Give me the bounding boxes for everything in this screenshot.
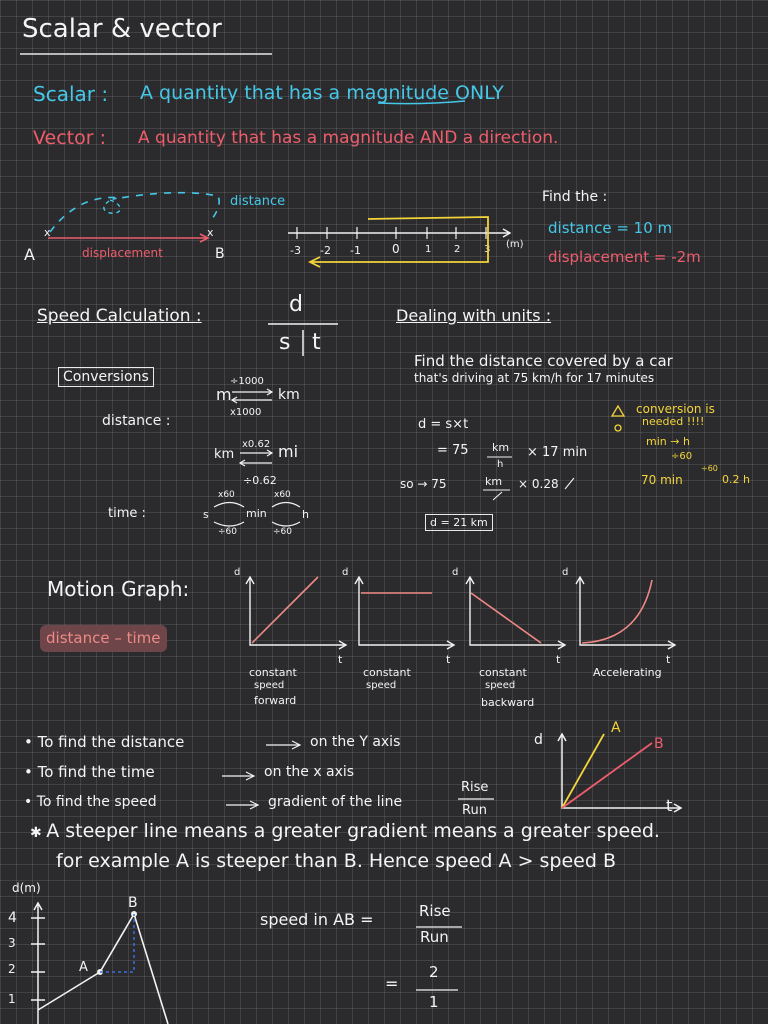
ab-axis-t: t	[666, 796, 673, 815]
graph1-caption: speed	[254, 680, 285, 691]
graph3-caption: constant	[479, 666, 527, 679]
page-title: Scalar & vector	[22, 14, 222, 44]
line-a	[562, 734, 604, 808]
example-to: 0.2 h	[722, 473, 750, 486]
steeper-line-2: for example A is steeper than B. Hence speed A > speed B	[56, 850, 616, 872]
example-op: ÷60	[701, 464, 718, 473]
distance-time-label: distance – time	[40, 625, 167, 652]
graph3-axis-t: t	[556, 653, 561, 666]
bullet-1: • To find the distance	[24, 733, 185, 751]
div-062: ÷0.62	[243, 474, 277, 487]
example-from: 70 min	[641, 473, 683, 487]
cancel-mark-1	[493, 492, 502, 500]
vector-definition: A quantity that has a magnitude AND a direction.	[138, 128, 559, 148]
speed-in-ab: speed in AB =	[260, 910, 374, 929]
tick-label: -2	[320, 244, 331, 257]
graph3-caption: speed	[485, 680, 516, 691]
graph3-axis-d: d	[452, 567, 459, 578]
div-60b: ÷60	[273, 527, 292, 537]
end-mark: x	[207, 226, 214, 239]
step1-eq: = 75	[437, 443, 469, 458]
unit-min: min	[246, 507, 267, 520]
ab-axis-d: d	[534, 732, 543, 748]
bullet-3-text: To find the speed	[36, 794, 157, 810]
bullet-1-text: To find the distance	[37, 733, 185, 751]
bullet-3: • To find the speed	[24, 794, 157, 810]
line-b	[562, 743, 652, 808]
bullet-2-text: To find the time	[37, 763, 155, 781]
warning-icon	[612, 406, 624, 431]
step2: so → 75	[400, 477, 447, 491]
worked-rise: Rise	[419, 902, 451, 920]
worked-ylabel: d(m)	[12, 881, 41, 895]
conversions-label: Conversions	[58, 367, 154, 387]
distance-path	[50, 193, 219, 232]
div60-note: ÷60	[671, 451, 693, 462]
steeper-line-1-text: A steeper line means a greater gradient means a greater speed.	[46, 820, 660, 842]
speed-calc-heading: Speed Calculation :	[37, 306, 202, 326]
start-mark: x	[44, 226, 51, 239]
times-062: x0.62	[242, 439, 271, 450]
worked-point-b: B	[128, 895, 138, 911]
tick-label: 0	[392, 242, 400, 256]
question-line-1: Find the distance covered by a car	[414, 352, 673, 370]
motion-graph-lines	[252, 577, 652, 643]
tick-label: -3	[290, 244, 301, 257]
step2-num: km	[485, 475, 503, 488]
find-displacement: displacement = -2m	[548, 248, 701, 266]
find-distance: distance = 10 m	[548, 219, 673, 237]
note-line-1: conversion is	[636, 402, 715, 416]
units-heading: Dealing with units :	[396, 306, 552, 325]
answer-box: d = 21 km	[425, 514, 493, 531]
triangle-t: t	[312, 330, 321, 355]
y-tick-2: 2	[8, 962, 16, 976]
min-to-h: min → h	[646, 435, 690, 448]
formula: d = s×t	[418, 417, 469, 432]
worked-den: 1	[429, 993, 439, 1011]
graph1-axis-t: t	[338, 653, 343, 666]
bullet-2: • To find the time	[24, 763, 155, 781]
tick-label: 3	[484, 244, 491, 255]
triangle-d: d	[289, 292, 303, 317]
worked-graph-line	[38, 914, 168, 1024]
graph1-caption: constant	[249, 666, 297, 679]
y-tick-1: 1	[8, 992, 16, 1006]
graph2-caption: constant	[363, 666, 411, 679]
step1-rest: × 17 min	[527, 445, 588, 460]
bullet-1-result: on the Y axis	[310, 734, 401, 750]
line-a-label: A	[611, 720, 621, 736]
distance-label: distance	[230, 194, 286, 209]
step1-num: km	[492, 441, 510, 454]
div-60a: ÷60	[218, 527, 237, 537]
run-label: Run	[462, 803, 487, 818]
displacement-label: displacement	[82, 246, 163, 260]
triangle-s: s	[279, 330, 291, 355]
worked-eq: =	[385, 974, 399, 993]
bullet-2-result: on the x axis	[264, 764, 355, 780]
motion-graph-axes	[246, 577, 675, 649]
unit-h: h	[302, 508, 309, 521]
graph2-axis-d: d	[342, 567, 349, 578]
tick-label: 2	[454, 244, 461, 255]
graph4-axis-d: d	[562, 567, 569, 578]
div-1000: ÷1000	[230, 376, 264, 387]
tick-label: -1	[350, 244, 361, 257]
motion-path	[312, 217, 491, 262]
motion-graph-heading: Motion Graph:	[47, 577, 190, 601]
bullet-3-result: gradient of the line	[268, 794, 403, 810]
unit-label: (m)	[506, 239, 524, 250]
graph4-caption: Accelerating	[593, 666, 662, 679]
scalar-definition: A quantity that has a magnitude ONLY	[140, 82, 504, 104]
graph1-caption: forward	[254, 694, 297, 707]
time-conv-label: time :	[108, 506, 146, 521]
cancel-mark-2	[565, 478, 574, 489]
times-1000: x1000	[230, 407, 262, 418]
question-line-2: that's driving at 75 km/h for 17 minutes	[414, 371, 655, 385]
steeper-line-1: ✱ A steeper line means a greater gradient means a greater speed.	[30, 820, 660, 842]
line-b-label: B	[654, 736, 664, 752]
graph4-axis-t: t	[666, 653, 671, 666]
conversion-arrows	[214, 385, 300, 526]
distance-conv-label: distance :	[102, 413, 171, 429]
scalar-term: Scalar :	[33, 82, 109, 106]
worked-num: 2	[429, 963, 439, 981]
worked-point-a: A	[79, 960, 88, 975]
worked-run: Run	[420, 928, 449, 946]
graph3-caption: backward	[481, 696, 535, 709]
unit-mi: mi	[278, 442, 299, 461]
graph2-caption: speed	[366, 680, 397, 691]
y-tick-4: 4	[8, 910, 17, 926]
worked-graph-axes	[31, 903, 45, 1024]
scalar-underline	[378, 101, 465, 104]
step2-rest: × 0.28	[518, 477, 559, 491]
loop-path	[104, 198, 120, 213]
note-line-2: needed !!!!	[642, 415, 705, 428]
y-tick-3: 3	[8, 936, 16, 950]
vector-term: Vector :	[33, 127, 106, 149]
unit-km2: km	[214, 447, 235, 462]
graph2-axis-t: t	[446, 653, 451, 666]
rule-arrows	[222, 741, 494, 809]
graph1-axis-d: d	[234, 567, 241, 578]
times-60b: x60	[274, 490, 291, 500]
unit-m: m	[216, 385, 232, 404]
unit-s: s	[203, 508, 209, 521]
find-heading: Find the :	[542, 189, 608, 205]
tick-label: 1	[425, 244, 432, 255]
rise-label: Rise	[461, 780, 489, 795]
step1-den: h	[497, 459, 504, 470]
point-b-label: B	[215, 246, 225, 262]
times-60a: x60	[218, 490, 235, 500]
point-a-label: A	[24, 245, 35, 264]
ab-graph-axes	[558, 734, 681, 815]
unit-km: km	[278, 387, 300, 403]
